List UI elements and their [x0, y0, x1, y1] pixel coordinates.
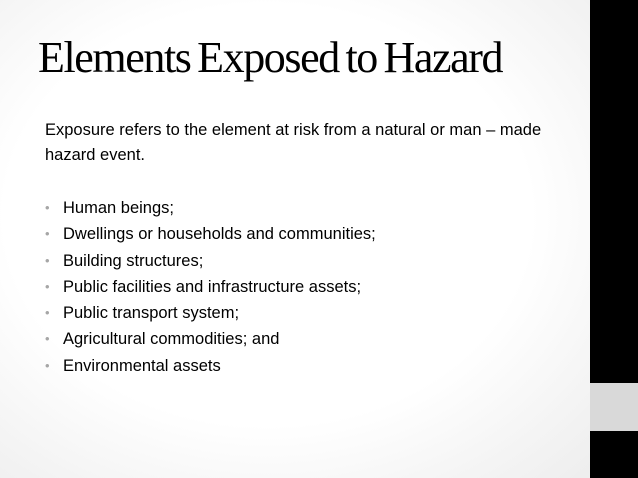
bullet-icon: • — [45, 357, 50, 373]
bullet-item — [45, 221, 376, 247]
bullet-item — [45, 274, 376, 300]
bullet-text: Agricultural commodities; and — [63, 330, 280, 349]
slide-title: Elements Exposed to Hazard — [38, 33, 503, 82]
bullet-item — [45, 248, 376, 274]
bullet-text: Dwellings or households and communities; — [63, 225, 376, 244]
intro-paragraph: Exposure refers to the element at risk from a natural or man – made hazard event. — [45, 121, 542, 164]
bullet-icon: • — [45, 226, 50, 242]
bullet-item — [45, 353, 376, 379]
bullet-icon: • — [45, 252, 50, 268]
bullet-list — [45, 195, 376, 379]
bullet-item — [45, 300, 376, 326]
bullet-icon: • — [45, 200, 50, 215]
bullet-text: Public transport system; — [63, 304, 240, 323]
bullet-item — [45, 195, 376, 221]
bullet-item — [45, 326, 376, 352]
bullet-icon: • — [45, 305, 50, 321]
bullet-icon: • — [45, 331, 50, 347]
side-accent-block — [590, 383, 638, 431]
bullet-text: Public facilities and infrastructure assets; — [63, 277, 362, 296]
bullet-text: Human beings; — [63, 199, 174, 217]
bullet-text: Environmental assets — [63, 356, 221, 375]
bullet-text: Building structures; — [63, 251, 204, 270]
bullet-icon: • — [45, 278, 50, 294]
